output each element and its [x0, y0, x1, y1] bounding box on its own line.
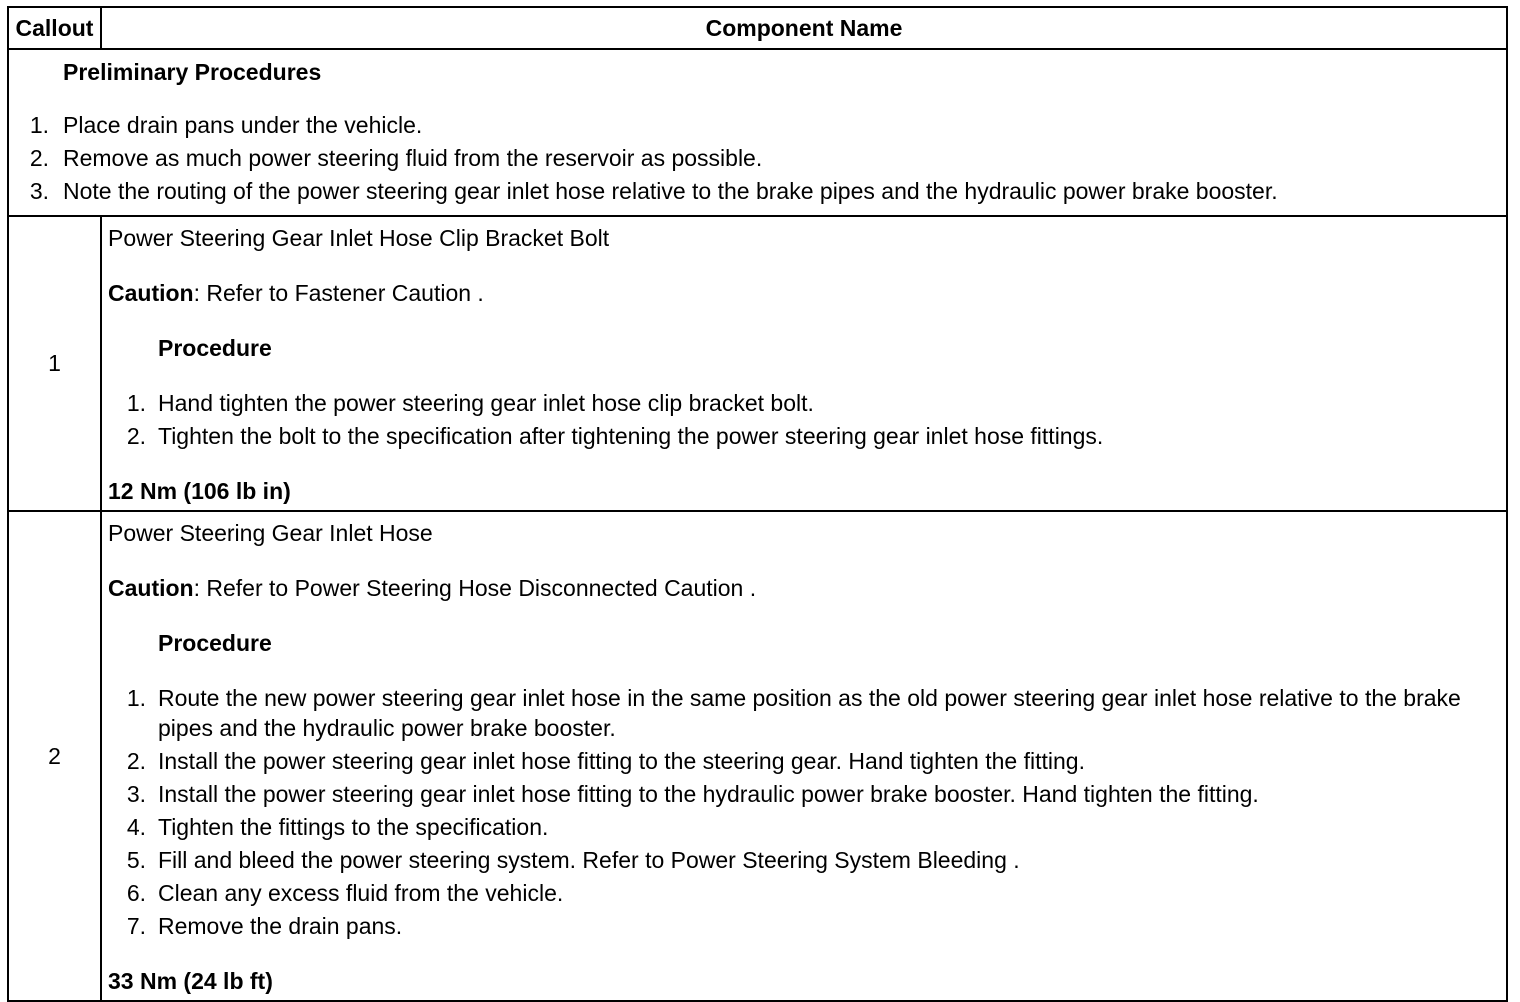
- table-row: [8, 511, 1507, 1001]
- component-name: Power Steering Gear Inlet Hose Clip Bracket Bolt: [108, 225, 610, 251]
- list-item: 5. Fill and bleed the power steering system. Refer to Power Steering System Bleeding .: [126, 847, 1020, 873]
- header-component-name: Component Name: [101, 7, 1507, 49]
- procedure-steps: [108, 388, 1498, 451]
- table-header-row: [8, 7, 1507, 49]
- header-callout: Callout: [8, 7, 101, 49]
- preliminary-steps: [9, 110, 1506, 206]
- preliminary-title: Preliminary Procedures: [63, 59, 322, 85]
- caution-text: : Refer to Fastener Caution .: [193, 280, 484, 306]
- list-item: 4. Tighten the fittings to the specification.: [126, 814, 549, 840]
- component-name: Power Steering Gear Inlet Hose: [108, 520, 433, 546]
- procedure-table: [7, 6, 1508, 1002]
- list-item: 3. Note the routing of the power steering gear inlet hose relative to the brake pipes and the hydraulic power brake booster.: [29, 178, 1278, 204]
- caution-line: [108, 278, 1498, 308]
- list-item: 1. Route the new power steering gear inlet hose in the same position as the old power steering gear inlet hose relative to the brake pipes and the hydraulic power brake booster.: [126, 685, 1461, 741]
- procedure-steps: [108, 683, 1498, 941]
- table-row: [8, 216, 1507, 511]
- torque-spec: 33 Nm (24 lb ft): [108, 968, 273, 994]
- caution-label: Caution: [108, 280, 194, 306]
- caution-label: Caution: [108, 575, 194, 601]
- list-item: 2. Remove as much power steering fluid from the reservoir as possible.: [29, 145, 763, 171]
- procedure-title: Procedure: [158, 335, 272, 361]
- list-item: 1. Place drain pans under the vehicle.: [29, 112, 423, 138]
- callout-number: 2: [8, 511, 101, 1001]
- torque-spec: 12 Nm (106 lb in): [108, 478, 291, 504]
- list-item: 1. Hand tighten the power steering gear inlet hose clip bracket bolt.: [126, 390, 814, 416]
- component-cell: [101, 511, 1507, 1001]
- list-item: 2. Install the power steering gear inlet hose fitting to the steering gear. Hand tighten the fitting.: [126, 748, 1085, 774]
- preliminary-cell: [8, 49, 1507, 216]
- caution-text: : Refer to Power Steering Hose Disconnected Caution .: [193, 575, 757, 601]
- preliminary-row: [8, 49, 1507, 216]
- procedure-title: Procedure: [158, 630, 272, 656]
- list-item: 6. Clean any excess fluid from the vehicle.: [126, 880, 564, 906]
- list-item: 3. Install the power steering gear inlet hose fitting to the hydraulic power brake booster. Hand tighten the fitting.: [126, 781, 1259, 807]
- list-item: 7. Remove the drain pans.: [126, 913, 403, 939]
- caution-line: [108, 573, 1498, 603]
- list-item: 2. Tighten the bolt to the specification after tightening the power steering gear inlet hose fittings.: [126, 423, 1104, 449]
- component-cell: [101, 216, 1507, 511]
- callout-number: 1: [8, 216, 101, 511]
